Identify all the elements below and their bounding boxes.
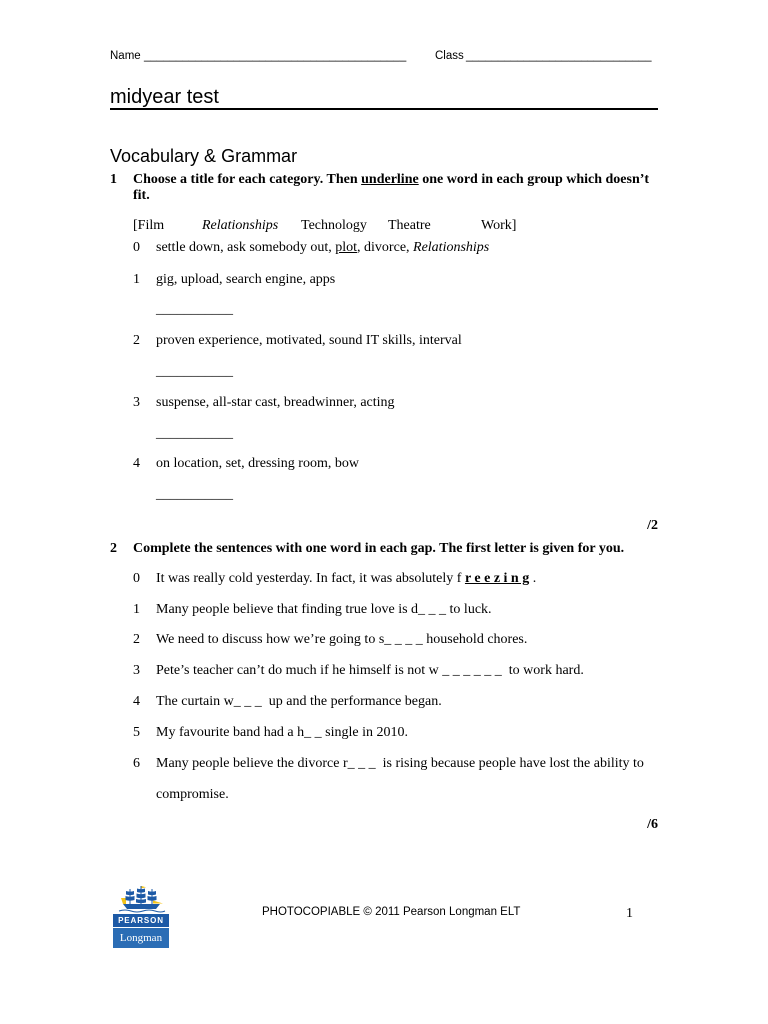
category-item: Technology <box>301 218 367 233</box>
category-item <box>133 218 164 234</box>
exercise-2-header <box>0 541 768 557</box>
instruction-underlined-word: underline <box>361 172 419 187</box>
pearson-longman-logo <box>113 885 169 948</box>
item-number: 0 <box>133 240 140 255</box>
class-blank-line: _____________________________ <box>466 50 652 62</box>
category-item: Relationships <box>202 218 279 233</box>
answer-blank: ___________ <box>156 302 233 317</box>
category-list <box>0 218 768 234</box>
category-item <box>481 218 516 234</box>
logo-imprint-text: Longman <box>113 928 169 948</box>
list-item <box>0 602 768 618</box>
item-number: 0 <box>133 571 140 586</box>
list-item <box>0 756 768 772</box>
answer-blank-row <box>0 364 768 380</box>
exercise-2-instruction: Complete the sentences with one word in each gap. The first letter is given for you. <box>133 541 625 556</box>
score-row <box>0 817 768 833</box>
list-item <box>0 694 768 710</box>
answer-blank: ___________ <box>156 364 233 379</box>
list-item <box>0 632 768 648</box>
list-item <box>0 272 768 288</box>
item-text: settle down, ask somebody out, <box>156 240 336 255</box>
sentence: Many people believe the divorce r_ _ _ is rising because people have lost the ability to <box>156 756 644 771</box>
ship-icon <box>113 885 169 913</box>
exercise-1-instruction <box>133 172 649 204</box>
category-item: Theatre <box>388 218 431 233</box>
sentence: Pete’s teacher can’t do much if he himself is not w _ _ _ _ _ _ to work hard. <box>156 663 584 678</box>
item-number: 1 <box>133 602 140 617</box>
page-title: midyear test <box>110 86 219 108</box>
sentence: The curtain w_ _ _ up and the performance began. <box>156 694 442 709</box>
item-words: gig, upload, search engine, apps <box>156 272 336 287</box>
sentence: We need to discuss how we’re going to s_ _ _ _ household chores. <box>156 632 528 647</box>
section-title: Vocabulary & Grammar <box>110 146 298 166</box>
answer-blank-row <box>0 487 768 503</box>
item-words: on location, set, dressing room, bow <box>156 456 359 471</box>
exercise-1-score: /2 <box>647 518 658 533</box>
name-label: Name <box>110 50 141 62</box>
item-words <box>156 240 489 256</box>
answer-blank-row <box>0 302 768 318</box>
name-blank-line: _________________________________________ <box>144 50 407 62</box>
item-number: 3 <box>133 395 140 410</box>
item-number: 1 <box>133 272 140 287</box>
page-number: 1 <box>626 906 633 921</box>
list-item <box>0 725 768 741</box>
sentence <box>156 571 536 587</box>
answer-blank-row <box>0 426 768 442</box>
close-bracket: ] <box>511 218 517 233</box>
exercise-1-number: 1 <box>110 172 117 187</box>
list-item-continued <box>0 787 768 803</box>
odd-word: plot <box>335 240 358 255</box>
category-label: Film <box>137 218 165 233</box>
instruction-text: one word in each group which doesn’t <box>418 172 650 187</box>
category-label: Work <box>481 218 512 233</box>
title-rule <box>110 108 658 110</box>
item-number: 4 <box>133 456 140 471</box>
item-number: 4 <box>133 694 140 709</box>
instruction-text: fit. <box>133 188 150 203</box>
open-bracket: [ <box>133 218 138 233</box>
item-words: proven experience, motivated, sound IT skills, interval <box>156 333 462 348</box>
list-item <box>0 395 768 411</box>
list-item <box>0 333 768 349</box>
answer-blank: ___________ <box>156 426 233 441</box>
example-item <box>0 571 768 587</box>
exercise-2-number: 2 <box>110 541 117 556</box>
category-answer: Relationships <box>413 240 490 255</box>
example-item <box>0 240 768 256</box>
logo-brand-text: PEARSON <box>113 914 169 927</box>
sentence: compromise. <box>156 787 229 802</box>
item-number: 2 <box>133 333 140 348</box>
example-answer: r e e z i n g <box>464 571 530 586</box>
score-row <box>0 518 768 534</box>
class-label: Class <box>435 50 464 62</box>
item-words: suspense, all-star cast, breadwinner, acting <box>156 395 395 410</box>
item-number: 5 <box>133 725 140 740</box>
exercise-2-score: /6 <box>647 817 658 832</box>
item-text: , divorce, <box>357 240 414 255</box>
item-number: 3 <box>133 663 140 678</box>
item-number: 6 <box>133 756 140 771</box>
instruction-text: Choose a title for each category. Then <box>133 172 362 187</box>
sentence: Many people believe that finding true love is d_ _ _ to luck. <box>156 602 492 617</box>
copyright-notice: PHOTOCOPIABLE © 2011 Pearson Longman ELT <box>262 906 521 918</box>
list-item <box>0 456 768 472</box>
item-number: 2 <box>133 632 140 647</box>
sentence-text: It was really cold yesterday. In fact, it was absolutely f <box>156 571 465 586</box>
list-item <box>0 663 768 679</box>
answer-blank: ___________ <box>156 487 233 502</box>
sentence-text: . <box>529 571 537 586</box>
sentence: My favourite band had a h_ _ single in 2010. <box>156 725 408 740</box>
